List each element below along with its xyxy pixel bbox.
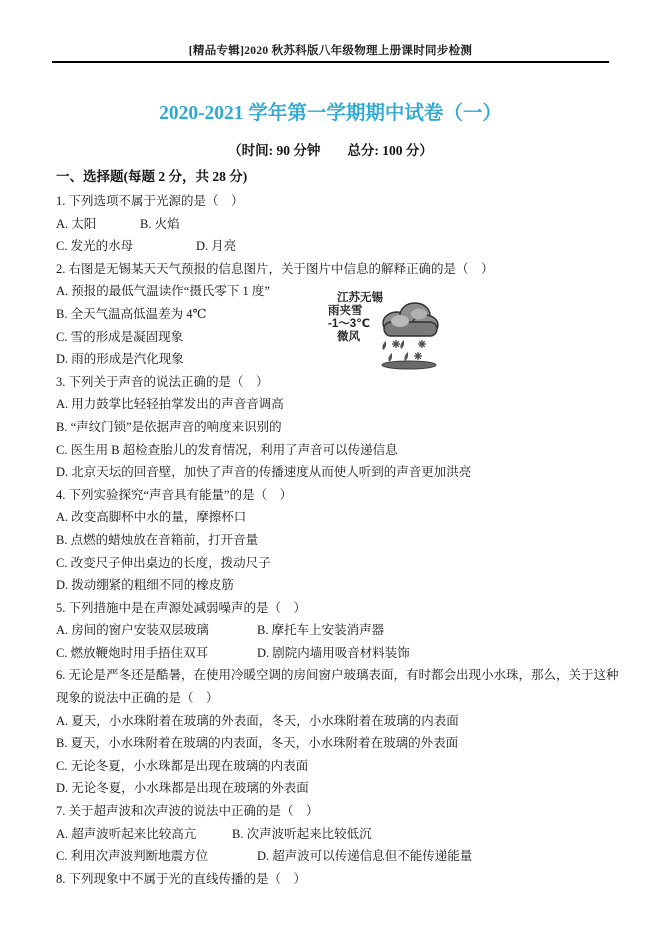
question-6-option-a: A. 夏天，小水珠附着在玻璃的外表面，冬天，小水珠附着在玻璃的内表面 — [56, 713, 459, 728]
question-7-option-c: C. 利用次声波判断地震方位 — [56, 849, 209, 864]
question-5-option-row-1 — [56, 619, 617, 642]
question-1-stem: 1. 下列选项不属于光源的是（ ） — [56, 194, 244, 208]
question-8-stem: 8. 下列现象中不属于光的直线传播的是（ ） — [56, 871, 307, 886]
weather-temperature: -1～3℃ — [328, 318, 371, 330]
question-3-option-d: D. 北京天坛的回音壁，加快了声音的传播速度从而使人听到的声音更加洪亮 — [56, 465, 472, 480]
question-5-option-d: D. 剧院内墙用吸音材料装饰 — [257, 645, 410, 660]
question-7-option-row-2 — [56, 845, 617, 868]
section-heading: 一、选择题(每题 2 分，共 28 分) — [56, 169, 248, 184]
question-5-stem: 5. 下列措施中是在声源处减弱噪声的是（ ） — [56, 600, 307, 615]
questions-area — [56, 190, 617, 890]
question-4-option-b: B. 点燃的蜡烛放在音箱前，打开音量 — [56, 532, 259, 547]
question-2-option-a: A. 预报的最低气温读作“摄氏零下 1 度” — [56, 284, 270, 299]
question-4-option-d: D. 拨动绷紧的粗细不同的橡皮筋 — [56, 578, 234, 593]
question-3-option-c: C. 医生用 B 超检查胎儿的发育情况，利用了声音可以传递信息 — [56, 442, 398, 457]
question-4-stem: 4. 下列实验探究“声音具有能量”的是（ ） — [56, 487, 293, 502]
question-3-stem: 3. 下列关于声音的说法正确的是（ ） — [56, 374, 269, 389]
question-7-option-d: D. 超声波可以传递信息但不能传递能量 — [257, 849, 473, 864]
exam-title: 2020-2021 学年第一学期期中试卷（一） — [159, 103, 502, 124]
question-4-option-a: A. 改变高脚杯中水的量，摩擦杯口 — [56, 510, 247, 525]
question-7-option-b: B. 次声波听起来比较低沉 — [232, 826, 372, 841]
weather-location: 江苏无锡 — [337, 292, 383, 304]
question-5-option-c: C. 燃放鞭炮时用手捂住双耳 — [56, 645, 209, 660]
question-1-option-c: C. 发光的水母 — [56, 239, 134, 254]
document-header-text: [精品专辑]2020 秋苏科版八年级物理上册课时同步检测 — [188, 45, 473, 57]
question-1-option-row-2 — [56, 235, 617, 258]
weather-figure — [328, 289, 454, 373]
exam-info: （时间: 90 分钟 总分: 100 分） — [228, 143, 433, 158]
question-2-option-d: D. 雨的形成是汽化现象 — [56, 352, 184, 367]
question-2-option-b: B. 全天气温高低温差为 4℃ — [56, 306, 207, 321]
question-7-option-a: A. 超声波听起来比较高亢 — [56, 826, 197, 841]
header-divider — [52, 61, 609, 63]
question-3-option-a: A. 用力鼓掌比轻轻拍掌发出的声音音调高 — [56, 397, 284, 412]
weather-condition: 雨夹雪 — [328, 305, 363, 317]
question-1-option-d: D. 月亮 — [196, 239, 237, 254]
question-5-option-row-2 — [56, 642, 617, 665]
question-1-option-a: A. 太阳 — [56, 216, 97, 231]
question-7-option-row-1 — [56, 823, 617, 846]
question-6-option-b: B. 夏天，小水珠附着在玻璃的内表面，冬天，小水珠附着在玻璃的外表面 — [56, 736, 459, 751]
question-7-stem: 7. 关于超声波和次声波的说法中正确的是（ ） — [56, 804, 319, 819]
question-6-option-c: C. 无论冬夏，小水珠都是出现在玻璃的内表面 — [56, 758, 309, 773]
question-5-option-b: B. 摩托车上安装消声器 — [257, 623, 385, 638]
question-2-stem: 2. 右图是无锡某天天气预报的信息图片，关于图片中信息的解释正确的是（ ） — [56, 261, 494, 276]
question-5-option-a: A. 房间的窗户安装双层玻璃 — [56, 623, 209, 638]
cloud-sleet-icon — [376, 299, 450, 373]
question-2-option-c: C. 雪的形成是凝固现象 — [56, 329, 184, 344]
question-6-option-d: D. 无论冬夏，小水珠都是出现在玻璃的外表面 — [56, 781, 309, 796]
document-header — [0, 0, 661, 58]
weather-wind: 微风 — [337, 331, 360, 343]
question-1-option-row-1 — [56, 213, 617, 236]
question-6-stem-line-2: 现象的说法中正确的是（ ） — [56, 691, 219, 706]
question-6-stem-line-1: 6. 无论是严冬还是酷暑，在使用冷暖空调的房间窗户玻璃表面，有时都会出现小水珠，那么，关于这种 — [56, 668, 619, 683]
question-4-option-c: C. 改变尺子伸出桌边的长度，拨动尺子 — [56, 555, 271, 570]
question-1-option-b: B. 火焰 — [140, 216, 180, 231]
question-3-option-b: B. “声纹门锁”是依据声音的响度来识别的 — [56, 419, 282, 434]
